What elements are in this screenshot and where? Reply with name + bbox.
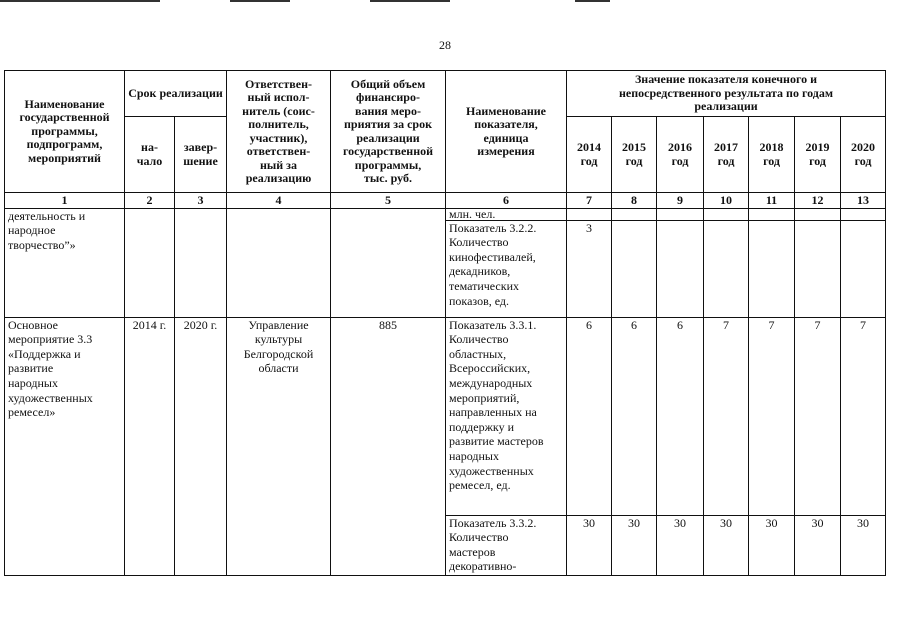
header-program-name: Наименование государственной программы, подпрограмм, мероприятий [5,71,125,193]
header-executor: Ответствен- ный испол- нитель (соис- полнитель, участник), ответствен- ный за реализацию [227,71,331,193]
header-year-2019: 2019 год [795,117,841,193]
indicator-3-2-2: Показатель 3.2.2. Количество кинофестивалей, декадников, тематических показов, ед. [446,220,567,317]
empty-cell [175,208,227,317]
value-cell: 30 [795,515,841,575]
scan-top-line [0,0,160,2]
header-year-2014: 2014 год [567,117,612,193]
header-values-by-year: Значение показателя конечного и непосредственного результата по годам реализации [567,71,886,117]
header-start: на- чало [125,117,175,193]
column-number: 1 [5,193,125,209]
value-cell: 7 [704,317,749,515]
value-cell: 30 [612,515,657,575]
header-year-2018: 2018 год [749,117,795,193]
empty-cell [749,220,795,317]
empty-cell [749,208,795,220]
value-cell: 30 [749,515,795,575]
start-cell: 2014 г. [125,317,175,575]
header-period: Срок реализации [125,71,227,117]
program-name-cell: Основное мероприятие 3.3 «Поддержка и развитие народных художественных ремесел» [5,317,125,575]
value-cell: 6 [657,317,704,515]
empty-cell [125,208,175,317]
header-end: завер- шение [175,117,227,193]
value-cell: 30 [704,515,749,575]
table-row [5,317,886,515]
table-row [5,208,886,220]
scan-top-line [575,0,610,2]
empty-cell [704,208,749,220]
column-number: 13 [841,193,886,209]
program-name-cell: деятельность и народное творчество”» [5,208,125,317]
empty-cell [841,220,886,317]
column-numbers-row [5,193,886,209]
empty-cell [704,220,749,317]
header-funding: Общий объем финансиро- вания меро- приятия за срок реализации государственной программы, тыс. руб. [331,71,446,193]
column-number: 12 [795,193,841,209]
value-cell: 7 [749,317,795,515]
column-number: 11 [749,193,795,209]
empty-cell [612,220,657,317]
value-cell: 30 [657,515,704,575]
column-number: 5 [331,193,446,209]
header-year-2016: 2016 год [657,117,704,193]
empty-cell [612,208,657,220]
scan-top-line [370,0,450,2]
value-cell: 6 [567,317,612,515]
value-cell: 3 [567,220,612,317]
column-number: 2 [125,193,175,209]
header-year-2015: 2015 год [612,117,657,193]
header-year-2017: 2017 год [704,117,749,193]
column-number: 9 [657,193,704,209]
header-indicator: Наименование показателя, единица измерения [446,71,567,193]
column-number: 4 [227,193,331,209]
empty-cell [567,208,612,220]
indicator-3-3-2: Показатель 3.3.2. Количество мастеров декоративно- [446,515,567,575]
executor-cell: Управление культуры Белгородской области [227,317,331,575]
value-cell: 7 [795,317,841,515]
empty-cell [227,208,331,317]
empty-cell [331,208,446,317]
empty-cell [795,208,841,220]
empty-cell [657,208,704,220]
column-number: 8 [612,193,657,209]
page-number: 28 [439,38,451,52]
column-number: 6 [446,193,567,209]
empty-cell [841,208,886,220]
empty-cell [795,220,841,317]
scan-top-line [230,0,290,2]
header-year-2020: 2020 год [841,117,886,193]
column-number: 7 [567,193,612,209]
funding-cell: 885 [331,317,446,575]
indicators-table [4,70,886,576]
column-number: 10 [704,193,749,209]
empty-cell [657,220,704,317]
value-cell: 30 [841,515,886,575]
column-number: 3 [175,193,227,209]
end-cell: 2020 г. [175,317,227,575]
value-cell: 6 [612,317,657,515]
indicator-unit-cell: млн. чел. [446,208,567,220]
value-cell: 7 [841,317,886,515]
indicator-3-3-1: Показатель 3.3.1. Количество областных, Всероссийских, международных мероприятий, направленных на поддержку и развитие мастеров народных художественных ремесел, ед. [446,317,567,515]
value-cell: 30 [567,515,612,575]
